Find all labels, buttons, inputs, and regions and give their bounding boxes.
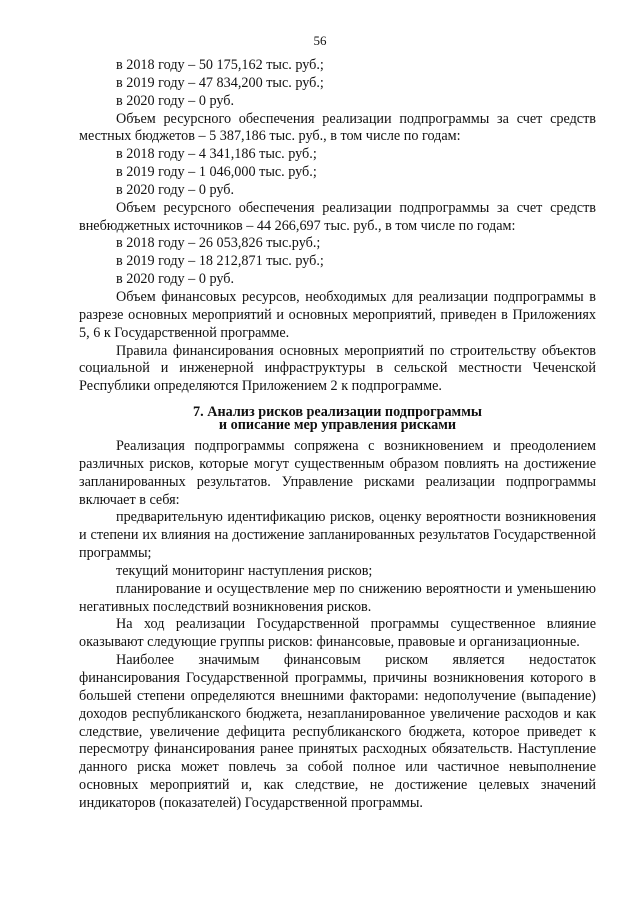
paragraph-off-budget: Объем ресурсного обеспечения реализации подпрограммы за счет средств внебюджетных источников – 44 266,697 тыс. руб., в том числе по годам:	[79, 199, 596, 234]
year-line-2018-local: в 2018 году – 4 341,186 тыс. руб.;	[116, 146, 317, 163]
paragraph-risk-identification: предварительную идентификацию рисков, оценку вероятности возникновения и степени их влияния на достижение запланированных результатов Государственной программы;	[79, 509, 596, 562]
year-line-2020-offbudget: в 2020 году – 0 руб.	[116, 271, 235, 288]
paragraph-financing-rules: Правила финансирования основных мероприятий по строительству объектов социальной и инженерной инфраструктуры в сельской местности Чеченской Республики определяются Приложением 2 к подпрограмме.	[79, 342, 596, 395]
year-line-2019-local: в 2019 году – 1 046,000 тыс. руб.;	[116, 164, 317, 181]
paragraph-risk-mitigation: планирование и осуществление мер по снижению вероятности и уменьшению негативных последствий возникновения рисков.	[79, 580, 596, 615]
page-number: 56	[313, 33, 327, 48]
year-line-2020-total: в 2020 году – 0 руб.	[116, 92, 235, 109]
paragraph-risk-groups: На ход реализации Государственной программы существенное влияние оказывают следующие группы рисков: финансовые, правовые и организационные.	[79, 616, 596, 651]
paragraph-financial-volume: Объем финансовых ресурсов, необходимых для реализации подпрограммы в разрезе основных мероприятий и основных мероприятий, приведен в Приложениях 5, 6 к Государственной программе.	[79, 288, 596, 341]
year-line-2019-offbudget: в 2019 году – 18 212,871 тыс. руб.;	[116, 253, 324, 270]
section-heading-line-1: 7. Анализ рисков реализации подпрограммы	[193, 404, 482, 421]
section-heading-line-2: и описание мер управления рисками	[218, 417, 457, 434]
paragraph-financial-risk: Наиболее значимым финансовым риском является недостаток финансирования Государственной программы, причины возникновения которого в большей степени определяются внешними факторами: недополучение (выпадение) доходов республиканского бюджета, незапланированное увеличение расходов и как следствие, увеличение дефицита республиканского бюджета, которое приведет к пересмотру финансирования ранее принятых расходных обязательств. Наступление данного риска может повлечь за собой полное или частичное невыполнение основных мероприятий и, как следствие, не достижение целевых значений индикаторов (показателей) Государственной программы.	[79, 652, 596, 811]
year-line-2019-total: в 2019 году – 47 834,200 тыс. руб.;	[116, 74, 324, 91]
year-line-2018-total: в 2018 году – 50 175,162 тыс. руб.;	[116, 57, 324, 73]
paragraph-risk-monitoring: текущий мониторинг наступления рисков;	[116, 562, 373, 579]
document-body	[79, 57, 596, 813]
year-line-2018-offbudget: в 2018 году – 26 053,826 тыс.руб.;	[116, 235, 321, 252]
paragraph-risks-intro: Реализация подпрограммы сопряжена с возникновением и преодолением различных рисков, которые могут существенным образом повлиять на достижение запланированных результатов. Управление рисками реализации подпрограммы включает в себя:	[79, 438, 596, 508]
year-line-2020-local: в 2020 году – 0 руб.	[116, 181, 235, 198]
section-heading	[79, 406, 596, 432]
paragraph-local-budgets: Объем ресурсного обеспечения реализации подпрограммы за счет средств местных бюджетов – 5 387,186 тыс. руб., в том числе по годам:	[79, 110, 596, 145]
